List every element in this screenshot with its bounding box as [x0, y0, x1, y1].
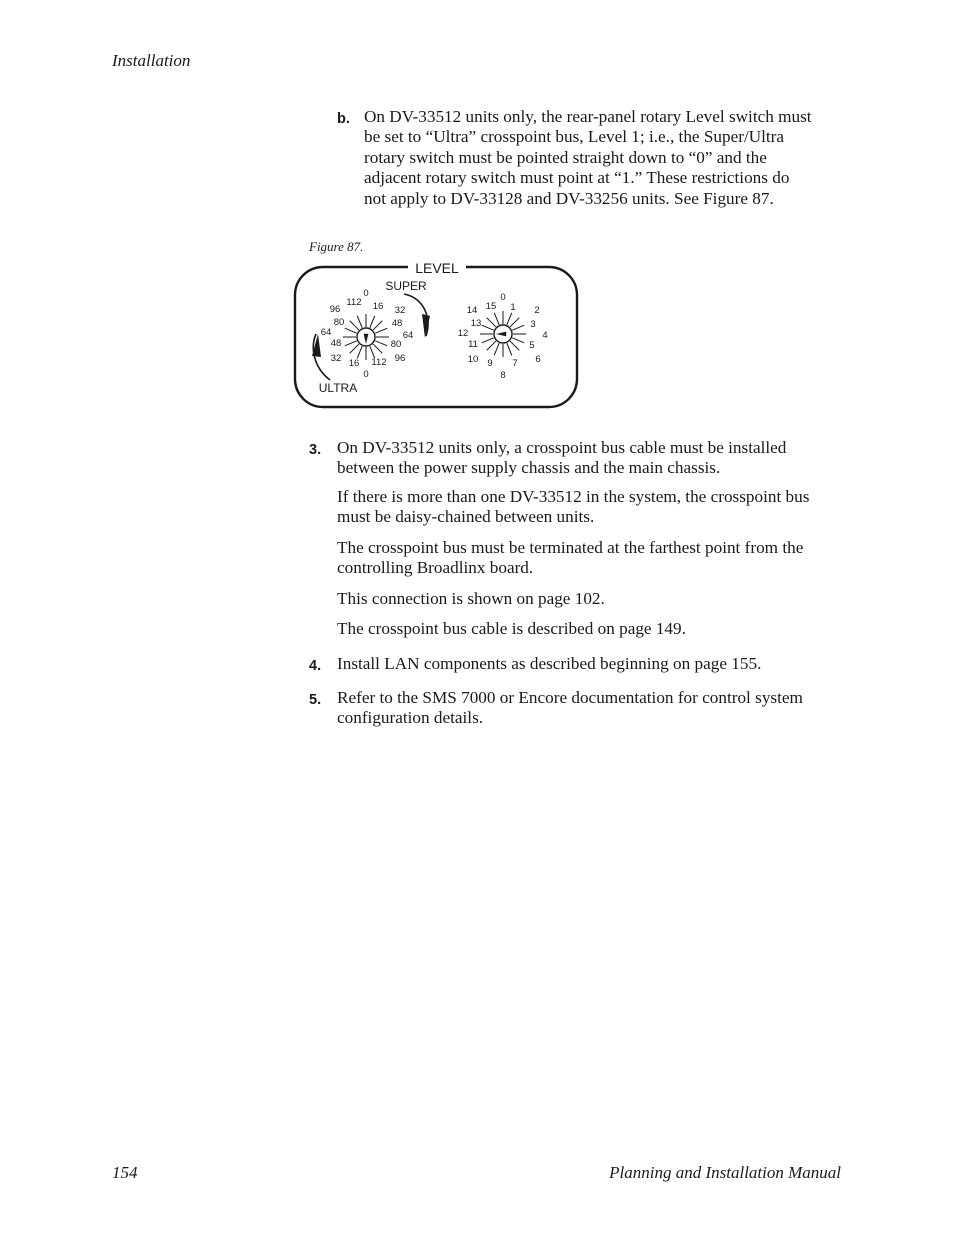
- super-ultra-rotary-switch: [343, 314, 389, 360]
- super-ultra-switch-tick: [350, 321, 359, 330]
- step-3-para-2: [337, 487, 847, 528]
- right-dial-label-2: 2: [534, 305, 540, 316]
- manual-title: Planning and Installation Manual: [609, 1163, 841, 1182]
- step-3-para-3: [337, 538, 847, 579]
- right-dial-label-6: 6: [535, 354, 541, 365]
- page-102-link[interactable]: page 102: [537, 589, 601, 608]
- step-b-line-4: adjacent rotary switch must point at “1.” These restrictions do: [364, 168, 790, 188]
- right-dial-label-11: 11: [468, 339, 478, 350]
- level-switch-tick: [507, 313, 512, 325]
- right-dial-label-9: 9: [487, 358, 493, 369]
- super-label: SUPER: [385, 279, 427, 293]
- level-rotary-switch: [480, 311, 526, 357]
- super-ultra-switch-tick: [370, 316, 375, 328]
- right-dial-label-14: 14: [466, 305, 478, 316]
- step-b-line-2: be set to “Ultra” crosspoint bus, Level 1; i.e., the Super/Ultra: [364, 127, 785, 147]
- super-ultra-switch-tick: [345, 341, 357, 346]
- step-3-para-4: [337, 589, 605, 609]
- left-dial-label-48-left: 48: [330, 338, 342, 349]
- step-4-text-body: Install LAN components as described beginning on: [337, 654, 695, 673]
- left-dial-label-96-left: 96: [329, 304, 341, 315]
- page-number: 154: [112, 1163, 138, 1182]
- super-ultra-switch-tick: [375, 328, 387, 333]
- level-switch-tick: [512, 338, 524, 343]
- left-dial-label-96-right: 96: [394, 353, 406, 364]
- step-b-line-5-end: .: [769, 188, 774, 208]
- step-b-text: [364, 107, 844, 209]
- level-switch-tick: [482, 338, 494, 343]
- step-3-para-5-end: .: [681, 619, 686, 638]
- right-dial-label-7: 7: [512, 358, 518, 369]
- level-switch-tick: [487, 341, 496, 350]
- level-switch-tick: [510, 341, 519, 350]
- left-dial-top-0: 0: [363, 288, 369, 299]
- step-3-line-1: On DV-33512 units only, a crosspoint bus cable must be installed: [337, 438, 787, 457]
- right-dial-label-10: 10: [467, 354, 479, 365]
- step-5-line-2: configuration details.: [337, 708, 484, 728]
- left-dial-bottom-0: 0: [363, 369, 369, 380]
- ultra-label: ULTRA: [318, 381, 358, 395]
- step-3-para-4-text: This connection is shown on: [337, 589, 538, 608]
- super-ultra-switch-tick: [373, 321, 382, 330]
- step-3-para-3-line-1: The crosspoint bus must be terminated at the farthest point from the: [337, 538, 804, 557]
- step-5-line-1: Refer to the SMS 7000 or Encore documentation for control system: [337, 688, 803, 707]
- step-3-para-3-line-2: controlling Broadlinx board.: [337, 558, 534, 578]
- step-4-text-end: .: [757, 654, 762, 673]
- super-ultra-switch-tick: [357, 346, 362, 358]
- left-dial-label-112-upper: 112: [346, 297, 362, 308]
- step-b-marker: b.: [337, 111, 350, 127]
- step-3-line-2: between the power supply chassis and the main chassis.: [337, 458, 721, 478]
- step-3-para-2-line-2: must be daisy-chained between units.: [337, 507, 595, 527]
- level-switch-tick: [507, 343, 512, 355]
- level-switch-tick: [510, 318, 519, 327]
- left-dial-label-64-left: 64: [320, 327, 332, 338]
- running-header: Installation: [112, 51, 191, 70]
- super-ultra-switch-tick: [373, 344, 382, 353]
- right-dial-label-0: 0: [500, 292, 506, 303]
- right-dial-label-4: 4: [542, 330, 548, 341]
- step-3-para-5: [337, 619, 686, 639]
- step-3-para-4-end: .: [600, 589, 605, 608]
- step-3-para-5-text: The crosspoint bus cable is described on: [337, 619, 620, 638]
- level-switch-tick: [482, 325, 494, 330]
- super-ultra-switch-tick: [357, 316, 362, 328]
- figure-caption: Figure 87.: [309, 239, 364, 254]
- step-b-line-1: On DV-33512 units only, the rear-panel rotary Level switch must: [364, 107, 812, 126]
- page-149-link[interactable]: page 149: [619, 619, 682, 638]
- right-dial-label-12: 12: [457, 328, 469, 339]
- step-3-marker: 3.: [309, 442, 322, 458]
- left-dial-label-112-lower: 112: [371, 357, 387, 368]
- super-ultra-switch-tick: [375, 341, 387, 346]
- right-dial-label-3: 3: [530, 319, 536, 330]
- step-3-text: [337, 438, 847, 479]
- left-dial-label-64-right: 64: [402, 330, 414, 341]
- left-dial-label-32-left: 32: [330, 353, 342, 364]
- super-ultra-switch-tick: [345, 328, 357, 333]
- level-switch-tick: [494, 313, 499, 325]
- right-dial-label-5: 5: [529, 340, 535, 351]
- level-switch-diagram: [292, 256, 582, 414]
- step-b-line-5-text: not apply to DV-33128 and DV-33256 units. See: [364, 188, 704, 208]
- left-dial-label-32-right: 32: [394, 305, 406, 316]
- step-4-text: [337, 654, 761, 674]
- level-switch-tick: [512, 325, 524, 330]
- step-4-marker: 4.: [309, 658, 322, 674]
- right-dial-label-15: 15: [485, 301, 497, 312]
- figure-87-link[interactable]: Figure 87: [703, 188, 770, 208]
- step-5-marker: 5.: [309, 692, 322, 708]
- step-b-line-3: rotary switch must be pointed straight down to “0” and the: [364, 147, 767, 167]
- level-switch-tick: [494, 343, 499, 355]
- left-dial-label-16-left: 16: [348, 358, 360, 369]
- right-dial-label-1: 1: [510, 302, 516, 313]
- left-dial-label-16-right: 16: [372, 301, 384, 312]
- super-ultra-switch-tick: [350, 344, 359, 353]
- step-b-line-5: [364, 189, 844, 209]
- step-5-text: [337, 688, 847, 729]
- right-dial-label-13: 13: [470, 318, 482, 329]
- level-label: LEVEL: [415, 260, 459, 276]
- ultra-arrow: [313, 334, 330, 380]
- level-switch-tick: [487, 318, 496, 327]
- left-dial-label-48-right: 48: [391, 318, 403, 329]
- left-dial-label-80-right: 80: [390, 339, 402, 350]
- right-dial-label-8: 8: [500, 370, 506, 381]
- page-155-link[interactable]: page 155: [694, 654, 758, 673]
- step-3-para-2-line-1: If there is more than one DV-33512 in the system, the crosspoint bus: [337, 487, 810, 506]
- left-dial-label-80-left: 80: [333, 317, 345, 328]
